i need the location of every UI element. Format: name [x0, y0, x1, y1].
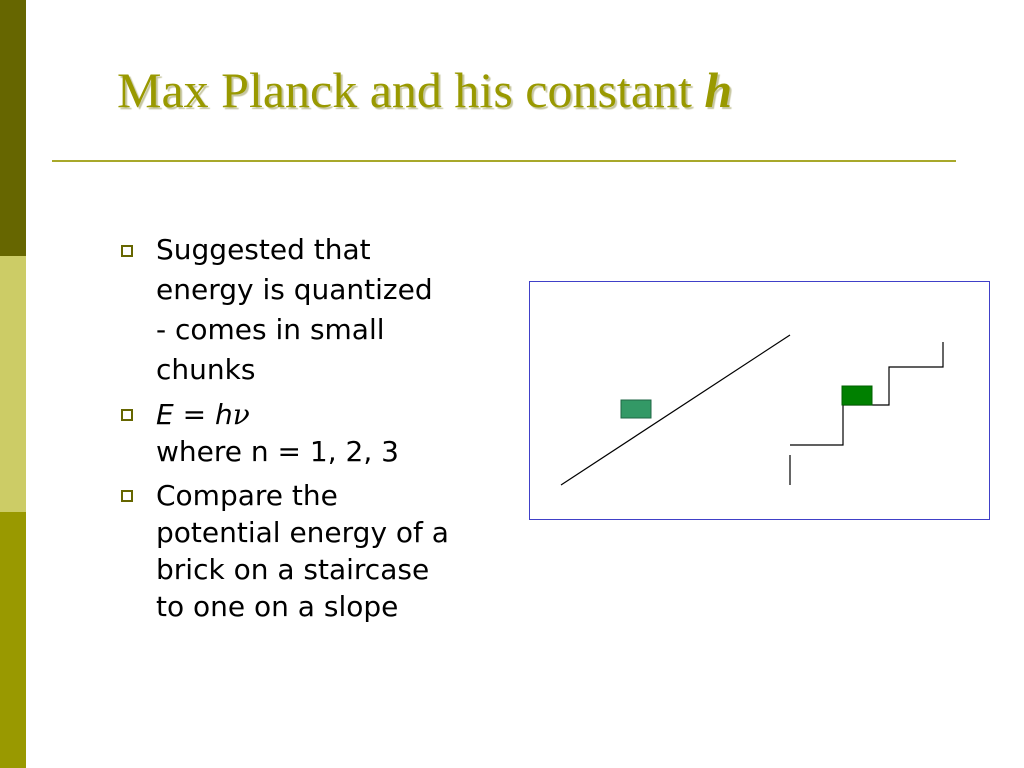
bullet-line: to one on a slope	[156, 590, 399, 623]
bullet-line: energy is quantized	[156, 273, 433, 306]
figure-drawing	[530, 282, 991, 521]
bullet-line: - comes in small	[156, 313, 385, 346]
bullet-line: Compare the	[156, 479, 338, 512]
bullet-line: potential energy of a	[156, 516, 449, 549]
frequency-symbol: ν	[232, 398, 250, 431]
slope-brick	[621, 400, 651, 418]
left-accent-bar-top	[0, 0, 26, 256]
left-accent-bar-bottom	[0, 512, 26, 768]
square-bullet-icon	[121, 245, 133, 257]
left-accent-bar-middle	[0, 256, 26, 512]
planck-constant-symbol: h	[214, 398, 233, 431]
bullet-list	[118, 230, 528, 625]
slope-vs-staircase-figure	[529, 281, 990, 520]
bullet-line: chunks	[156, 353, 256, 386]
square-bullet-icon	[121, 490, 133, 502]
square-bullet-icon	[121, 409, 133, 421]
title-divider	[52, 160, 956, 162]
equals-sign: =	[173, 398, 215, 431]
bullet-line: brick on a staircase	[156, 553, 430, 586]
energy-symbol: E	[156, 398, 174, 431]
bullet-compare-brick	[118, 477, 528, 625]
planck-equation	[156, 396, 528, 433]
slope-line	[561, 335, 790, 485]
bullet-line: Suggested that	[156, 233, 371, 266]
equation-condition: where n = 1, 2, 3	[156, 435, 399, 468]
slide-title-text: Max Planck and his constant	[117, 62, 692, 118]
stair-brick	[842, 386, 872, 405]
slide-title	[117, 60, 957, 120]
bullet-quantized-energy	[118, 230, 528, 390]
bullet-equation	[118, 396, 528, 470]
slide-title-variable: h	[704, 62, 733, 118]
